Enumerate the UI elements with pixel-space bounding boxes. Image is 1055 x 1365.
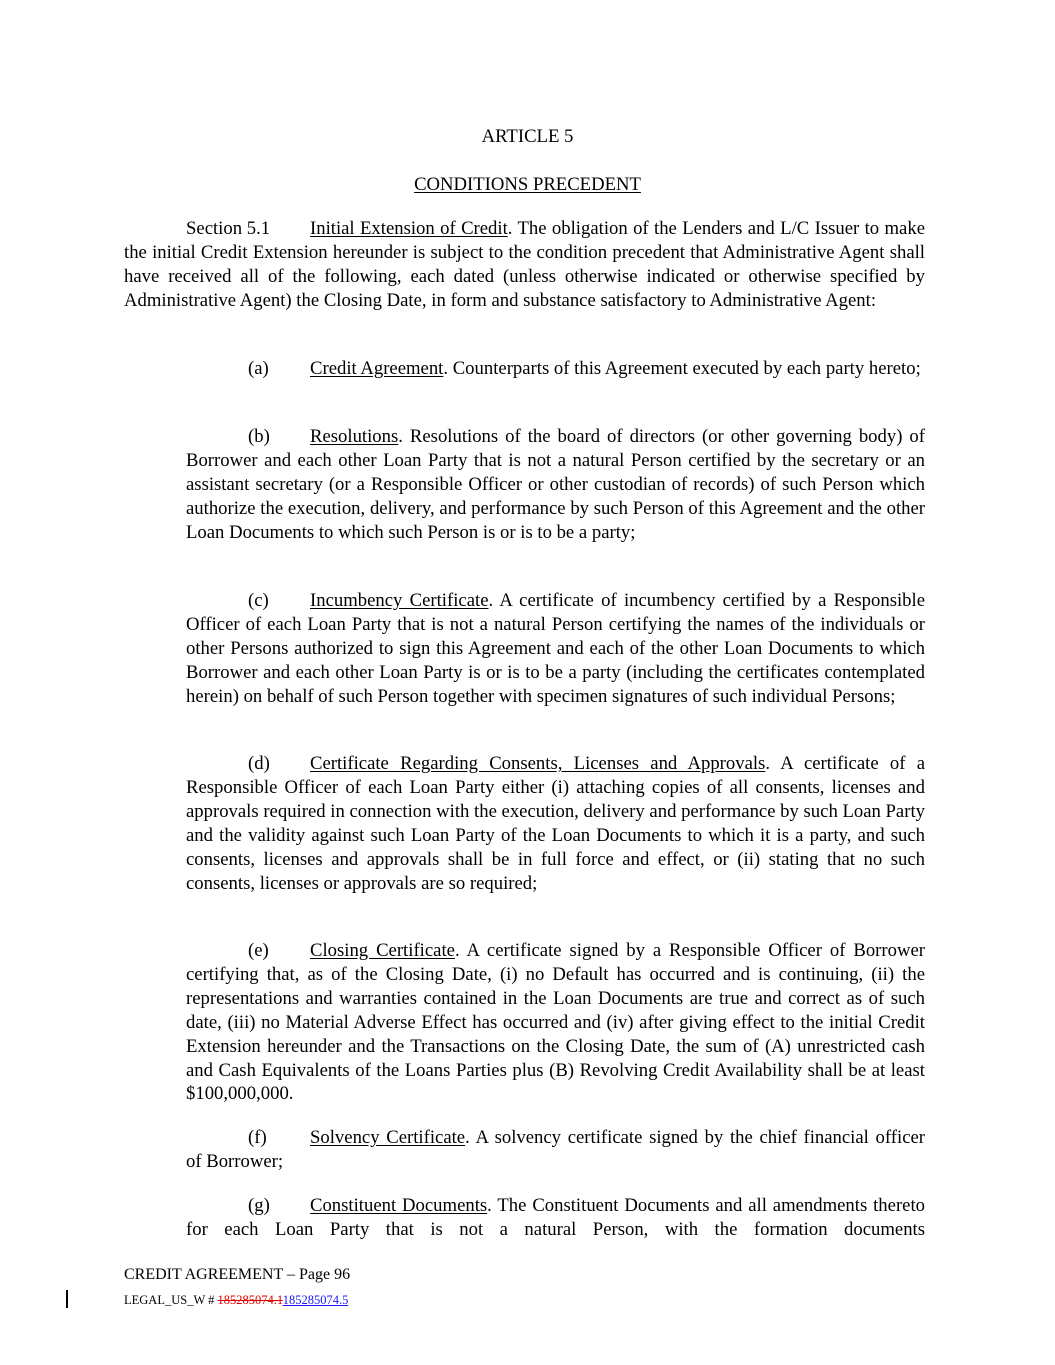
article-heading: ARTICLE 5 xyxy=(481,126,574,147)
list-item xyxy=(186,357,925,381)
list-item xyxy=(186,425,925,545)
section-number: Section 5.1 xyxy=(186,218,271,239)
item-title: Credit Agreement xyxy=(310,358,444,379)
item-title: Solvency Certificate xyxy=(310,1127,466,1148)
section-body: . The obligation of the Lenders and L/C Issuer to make the initial Credit Extension hereunder is subject to the condition precedent that Administrative Agent shall have received all of the following, each dated (unless otherwise indicated or otherwise specified by Administrative Agent) the Closing Date, in form and substance satisfactory to Administrative Agent: xyxy=(124,218,925,311)
change-bar xyxy=(66,1290,68,1308)
item-title: Closing Certificate xyxy=(310,940,455,961)
item-text: . Counterparts of this Agreement executed by each party hereto; xyxy=(443,358,921,379)
item-text: . A solvency certificate signed by the chief financial officer of Borrower; xyxy=(186,1127,926,1172)
footer-page-label: CREDIT AGREEMENT – Page 96 xyxy=(124,1266,351,1283)
item-title: Resolutions xyxy=(310,426,399,447)
item-text: . A certificate of incumbency certified by a Responsible Officer of each Loan Party that is not a natural Person certifying the names of the individuals or other Persons authorized to sign this Agreement and each of the other Loan Documents to which Borrower and each other Loan Party is or is to be a party (including the certificates contemplated herein) on behalf of such Person together with specimen signatures of such individual Persons; xyxy=(186,590,925,707)
list-item xyxy=(186,752,925,895)
item-title: Certificate Regarding Consents, Licenses and Approvals xyxy=(310,753,766,774)
item-label: (c) xyxy=(248,590,269,611)
doc-id-inserted: 185285074.5 xyxy=(282,1293,349,1307)
footer-document-id xyxy=(124,1292,348,1308)
item-label: (a) xyxy=(248,358,269,379)
doc-id-deleted: 185285074.1 xyxy=(217,1293,283,1307)
item-text: . Resolutions of the board of directors (or other governing body) of Borrower and each other Loan Party that is not a natural Person certified by the secretary or an assistant secretary (or a Responsible Officer or other custodian of records) of such Person which authorize the execution, delivery, and performance by such Person of this Agreement and the other Loan Documents to which such Person is or is to be a party; xyxy=(186,426,925,543)
item-label: (d) xyxy=(248,753,270,774)
item-label: (b) xyxy=(248,426,270,447)
item-title: Constituent Documents xyxy=(310,1195,488,1216)
list-item xyxy=(186,1126,925,1174)
section-title: Initial Extension of Credit xyxy=(310,218,508,239)
item-text: . A certificate of a Responsible Officer of each Loan Party either (i) attaching copies of all consents, licenses and approvals required in connection with the execution, delivery and performance by such Loan Party and the validity against such Loan Party of the Loan Documents to which it is a party, and such consents, licenses and approvals shall be in full force and effect, or (ii) stating that no such consents, licenses or approvals are so required; xyxy=(186,753,925,894)
item-title: Incumbency Certificate xyxy=(310,590,489,611)
item-text: . A certificate signed by a Responsible Officer of Borrower certifying that, as of the Closing Date, (i) no Default has occurred and is continuing, (ii) the representations and warranties contained in the Loan Documents are true and correct as of such date, (iii) no Material Adverse Effect has occurred and (iv) after giving effect to the initial Credit Extension hereunder and the Transactions on the Closing Date, the sum of (A) unrestricted cash and Cash Equivalents of the Loans Parties plus (B) Revolving Credit Availability shall be at least $100,000,000. xyxy=(186,940,925,1105)
list-item xyxy=(186,589,925,709)
list-item xyxy=(186,939,925,1106)
article-subheading: CONDITIONS PRECEDENT xyxy=(414,174,641,195)
list-item xyxy=(186,1194,925,1242)
item-label: (f) xyxy=(248,1127,267,1148)
item-label: (g) xyxy=(248,1195,270,1216)
item-text: . The Constituent Documents and all amendments thereto for each Loan Party that is not a natural Person, with the formation documents xyxy=(186,1195,925,1240)
doc-id-prefix: LEGAL_US_W # xyxy=(124,1293,218,1307)
section-paragraph xyxy=(124,217,925,313)
item-label: (e) xyxy=(248,940,269,961)
